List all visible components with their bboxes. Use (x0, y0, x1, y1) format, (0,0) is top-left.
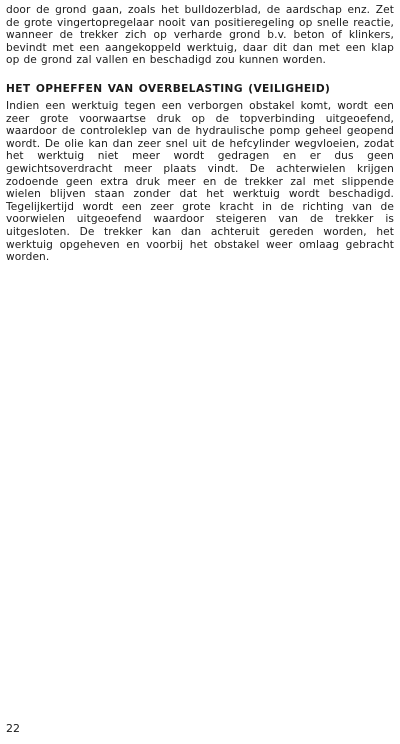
overload-paragraph: Indien een werktuig tegen een verborgen obstakel komt, wordt een zeer grote voorwaartse druk op de topverbinding uitgeoefend, waardoor de controleklep van de hydraulische pomp geheel geopend wordt. De olie kan dan zeer snel uit de hefcylinder wegvloeien, zodat het werktuig niet meer wordt gedragen en er dus geen gewichtsoverdracht meer plaats vindt. De achterwielen krijgen zodoende geen extra druk meer en de trekker zal met slippende wielen blijven staan zonder dat het werktuig wordt beschadigd. Tegelijkertijd wordt een zeer grote kracht in de richting van de voorwielen uitgeoefend waardoor steigeren van de trekker is uitgesloten. De trekker kan dan achteruit gereden worden, het werktuig opgeheven en voorbij het obstakel weer omlaag gebracht worden. (6, 99, 394, 264)
section-heading: HET OPHEFFEN VAN OVERBELASTING (VEILIGHEID) (6, 82, 331, 95)
page-body (6, 4, 394, 264)
intro-paragraph: door de grond gaan, zoals het bulldozerblad, de aardschap enz. Zet de grote vingertopregelaar nooit van positieregeling op snelle reactie, wanneer de trekker zich op verharde grond b.v. beton of klinkers, bevindt met een aangekoppeld werktuig, daar dit dan met een klap op de grond zal vallen en beschadigd zou kunnen worden. (6, 4, 394, 67)
page-number: 22 (6, 722, 20, 735)
